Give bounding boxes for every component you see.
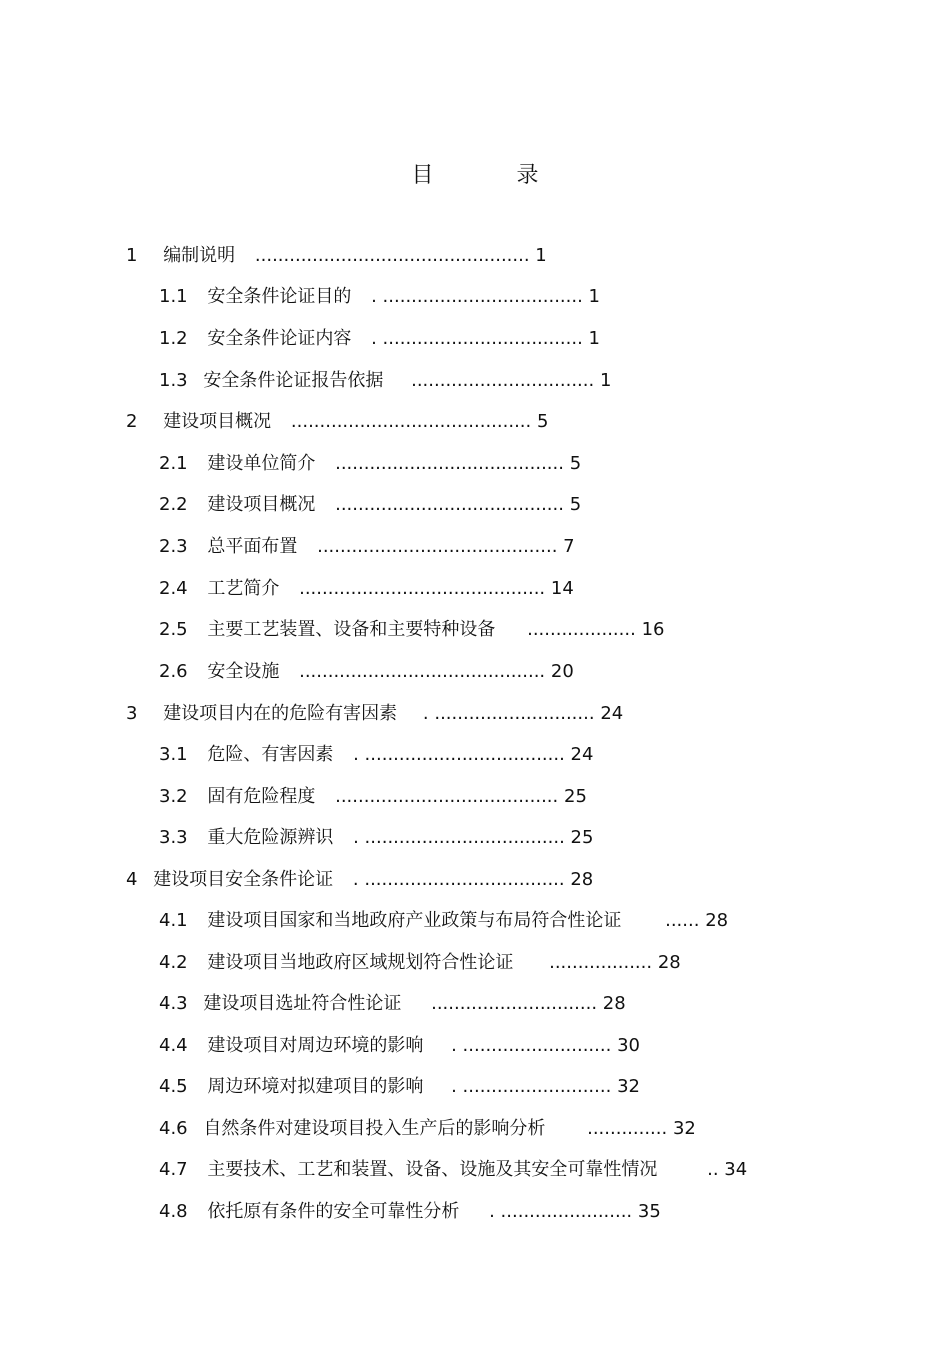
- toc-page-number: 7: [563, 536, 575, 557]
- toc-leader-dots: . ...................................: [353, 827, 565, 848]
- toc-page-number: 20: [550, 661, 574, 682]
- toc-leader-dots: .............................: [431, 993, 598, 1014]
- toc-title: 目 录: [411, 163, 577, 188]
- toc-entry-title: 安全条件论证报告依据: [203, 370, 384, 391]
- toc-entry-2-5[interactable]: [159, 616, 664, 644]
- toc-entry-3-2[interactable]: [159, 783, 587, 811]
- toc-entry-title: 重大危险源辨识: [207, 827, 334, 848]
- toc-entry-4-7[interactable]: [159, 1156, 747, 1184]
- toc-entry-title: 编制说明: [163, 245, 236, 266]
- toc-entry-number: 2.1: [159, 453, 188, 474]
- toc-entry-number: 1.1: [159, 286, 188, 307]
- toc-leader-dots: ..............: [587, 1118, 668, 1139]
- toc-entry-4-4[interactable]: [159, 1032, 640, 1060]
- toc-leader-dots: . ...................................: [371, 328, 583, 349]
- toc-page-number: 34: [724, 1159, 748, 1180]
- toc-entry-number: 2.3: [159, 536, 188, 557]
- toc-page-number: 24: [600, 703, 624, 724]
- toc-entry-4-8[interactable]: [159, 1198, 661, 1226]
- toc-entry-title: 建设项目安全条件论证: [153, 869, 334, 890]
- toc-leader-dots: . ..........................: [451, 1035, 612, 1056]
- toc-entry-title: 工艺简介: [207, 578, 280, 599]
- toc-entry-number: 4.6: [159, 1118, 188, 1139]
- toc-entry-4-2[interactable]: [159, 949, 681, 977]
- toc-entry-3-1[interactable]: [159, 741, 593, 769]
- toc-entry-number: 3.1: [159, 744, 188, 765]
- toc-entry-number: 2.4: [159, 578, 188, 599]
- toc-leader-dots: ..........................................: [290, 411, 532, 432]
- toc-entry-number: 2.5: [159, 619, 188, 640]
- toc-leader-dots: ................................................: [254, 245, 530, 266]
- toc-entry-4-3[interactable]: [159, 990, 626, 1018]
- toc-entry-title: 建设项目对周边环境的影响: [207, 1035, 424, 1056]
- toc-entry-number: 3.2: [159, 786, 188, 807]
- toc-entry-title: 主要技术、工艺和装置、设备、设施及其安全可靠性情况: [207, 1159, 658, 1180]
- toc-leader-dots: ..................: [549, 952, 653, 973]
- toc-entry-number: 2.6: [159, 661, 188, 682]
- toc-entry-number: 2.2: [159, 494, 188, 515]
- toc-entry-title: 安全条件论证目的: [207, 286, 352, 307]
- toc-entry-number: 4.5: [159, 1076, 188, 1097]
- toc-entry-title: 建设项目国家和当地政府产业政策与布局符合性论证: [207, 910, 622, 931]
- toc-page-number: 32: [617, 1076, 640, 1097]
- toc-entry-number: 4.8: [159, 1201, 188, 1222]
- toc-entry-title: 主要工艺装置、设备和主要特种设备: [207, 619, 496, 640]
- toc-entry-title: 周边环境对拟建项目的影响: [207, 1076, 424, 1097]
- toc-entry-title: 危险、有害因素: [207, 744, 334, 765]
- toc-page-number: 1: [599, 370, 612, 391]
- toc-entry-4-1[interactable]: [159, 907, 728, 935]
- toc-leader-dots: . .......................: [489, 1201, 633, 1222]
- toc-leader-dots: . ............................: [422, 703, 595, 724]
- toc-leader-dots: ..........................................: [317, 536, 558, 557]
- toc-page-number: 1: [588, 328, 600, 349]
- toc-page-number: 5: [536, 411, 549, 432]
- toc-entry-2-1[interactable]: [159, 450, 581, 478]
- toc-page-number: 32: [672, 1118, 696, 1139]
- toc-leader-dots: ........................................: [335, 453, 564, 474]
- toc-page-number: 1: [588, 286, 600, 307]
- toc-page-number: 28: [602, 993, 626, 1014]
- toc-entry-1-3[interactable]: [159, 367, 611, 395]
- toc-entry-number: 4.2: [159, 952, 188, 973]
- toc-page-number: 28: [705, 910, 729, 931]
- toc-page-number: 5: [569, 453, 582, 474]
- toc-entry-number: 1.3: [159, 370, 188, 391]
- toc-page-number: 25: [570, 827, 594, 848]
- toc-entry-title: 建设项目内在的危险有害因素: [163, 703, 398, 724]
- toc-entry-4-6[interactable]: [159, 1115, 696, 1143]
- toc-page-number: 30: [617, 1035, 640, 1056]
- toc-entry-title: 安全设施: [207, 661, 280, 682]
- toc-entry-3-3[interactable]: [159, 824, 593, 852]
- toc-entry-number: 3: [126, 703, 138, 724]
- toc-entry-number: 4.3: [159, 993, 188, 1014]
- toc-leader-dots: ........................................: [335, 494, 564, 515]
- toc-entry-number: 2: [126, 411, 138, 432]
- toc-entry-2-4[interactable]: [159, 575, 574, 603]
- toc-page-number: 28: [657, 952, 681, 973]
- toc-entry-number: 1: [126, 245, 138, 266]
- toc-leader-dots: ...................: [527, 619, 636, 640]
- toc-entry-2-6[interactable]: [159, 658, 574, 686]
- toc-leader-dots: . ..........................: [451, 1076, 612, 1097]
- toc-entry-title: 建设项目概况: [163, 411, 272, 432]
- toc-entry-title: 建设项目选址符合性论证: [203, 993, 402, 1014]
- toc-entry-title: 建设单位简介: [207, 453, 316, 474]
- toc-page-number: 16: [641, 619, 665, 640]
- toc-leader-dots: .......................................: [335, 786, 559, 807]
- toc-entry-4[interactable]: [126, 866, 593, 894]
- toc-entry-number: 4: [126, 869, 138, 890]
- toc-page-number: 1: [535, 245, 547, 266]
- toc-entry-2[interactable]: [126, 408, 548, 436]
- toc-leader-dots: ......: [665, 910, 700, 931]
- toc-entry-2-2[interactable]: [159, 491, 581, 519]
- toc-entry-1-1[interactable]: [159, 283, 600, 311]
- toc-leader-dots: . ...................................: [353, 744, 565, 765]
- toc-leader-dots: ................................: [411, 370, 595, 391]
- toc-leader-dots: ..: [707, 1159, 719, 1180]
- toc-entry-title: 依托原有条件的安全可靠性分析: [207, 1201, 460, 1222]
- toc-page-number: 14: [550, 578, 574, 599]
- toc-entry-title: 建设项目当地政府区域规划符合性论证: [207, 952, 514, 973]
- toc-entry-1-2[interactable]: [159, 325, 600, 353]
- toc-entry-title: 总平面布置: [207, 536, 298, 557]
- toc-entry-number: 4.7: [159, 1159, 188, 1180]
- toc-leader-dots: ...........................................: [299, 661, 546, 682]
- toc-entry-4-5[interactable]: [159, 1073, 640, 1101]
- toc-page-number: 35: [637, 1201, 661, 1222]
- toc-entry-number: 1.2: [159, 328, 188, 349]
- toc-entry-title: 自然条件对建设项目投入生产后的影响分析: [203, 1118, 546, 1139]
- toc-entry-title: 建设项目概况: [207, 494, 316, 515]
- toc-entry-number: 3.3: [159, 827, 188, 848]
- toc-entry-number: 4.4: [159, 1035, 188, 1056]
- toc-page-number: 28: [570, 869, 594, 890]
- toc-page-number: 5: [569, 494, 582, 515]
- toc-entry-3[interactable]: [126, 700, 623, 728]
- toc-leader-dots: . ...................................: [371, 286, 583, 307]
- toc-entry-2-3[interactable]: [159, 533, 575, 561]
- toc-leader-dots: . ...................................: [352, 869, 565, 890]
- toc-entry-number: 4.1: [159, 910, 188, 931]
- toc-leader-dots: ...........................................: [299, 578, 546, 599]
- toc-page-number: 25: [564, 786, 587, 807]
- toc-page-number: 24: [570, 744, 594, 765]
- toc-entry-title: 固有危险程度: [207, 786, 316, 807]
- toc-entry-title: 安全条件论证内容: [207, 328, 352, 349]
- toc-entry-1[interactable]: [126, 242, 547, 270]
